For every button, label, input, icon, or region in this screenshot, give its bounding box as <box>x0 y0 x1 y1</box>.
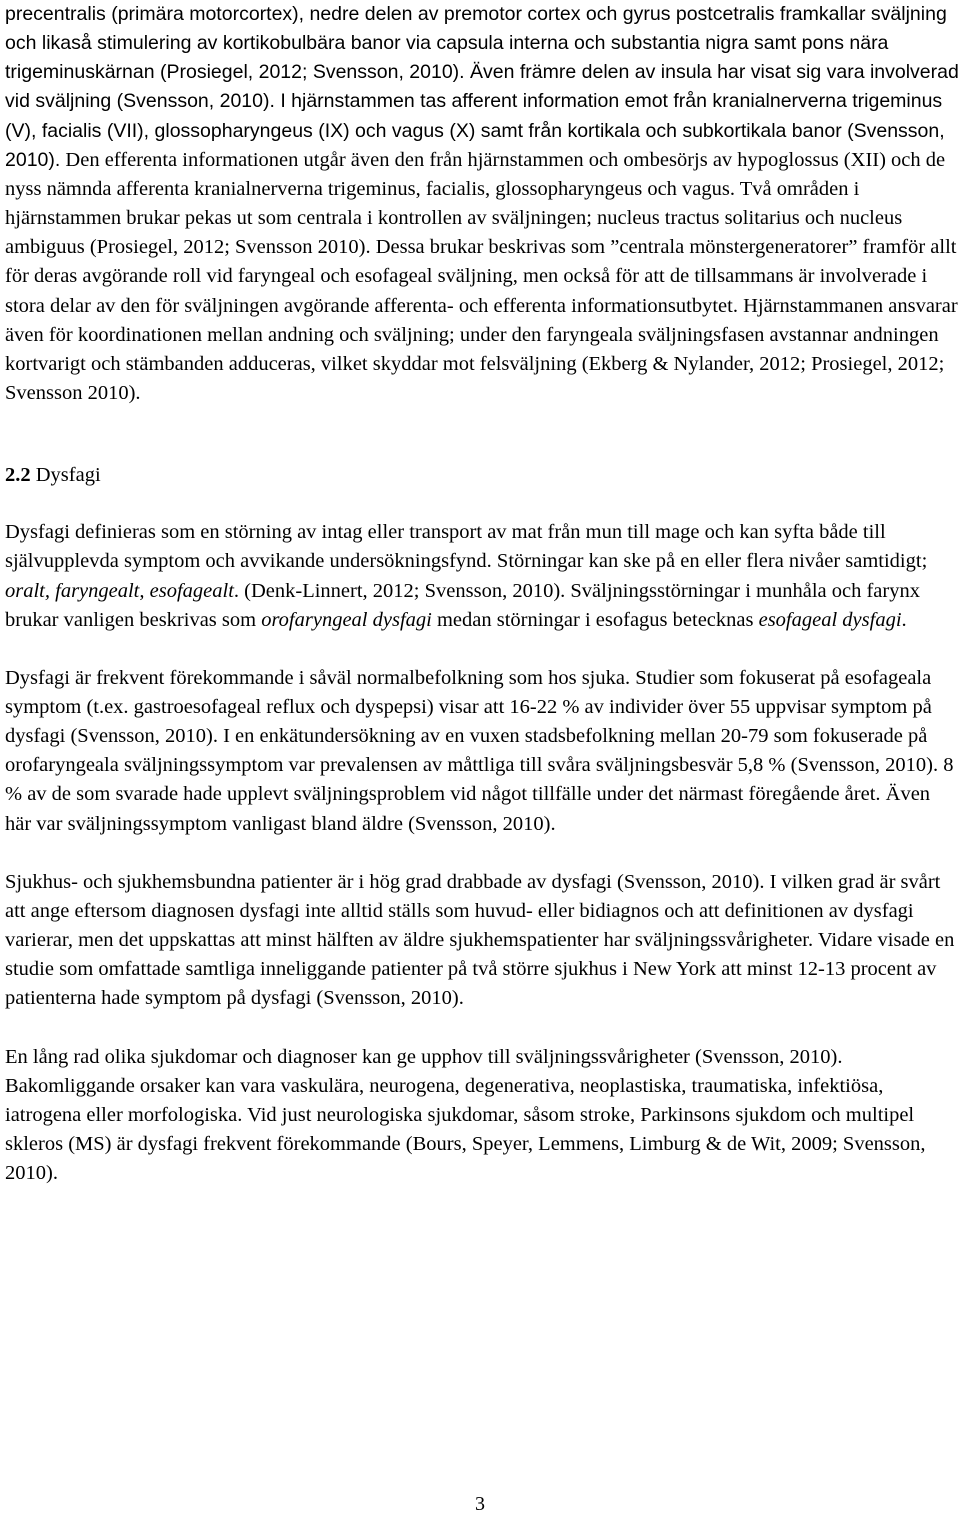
text-segment: Dysfagi är frekvent förekommande i såväl normalbefolkning som hos sjuka. Studier som fokuserat på esofageala symptom (t.ex. gastroesofageal reflux och dyspepsi) visar att 16-22 % av individer över 55 uppvisar symptom på dysfagi (Svensson, 2010). I en enkätundersökning av en vuxen stadsbefolkning mellan 20-79 som fokuserade på orofaryngeala sväljningssymptom var prevalensen av måttliga till svåra sväljningsbesvär 5,8 % (Svensson, 2010). 8 % av de som svarade hade upplevt sväljningsproblem vid något tillfälle under det närmast föregående året. Även här var sväljningssymptom vanligast bland äldre (Svensson, 2010). <box>5 666 954 835</box>
text-segment: Dysfagi definieras som en störning av intag eller transport av mat från mun till mage och kan syfta både till självupplevda symptom och avvikande undersökningsfynd. Störningar kan ske på en eller flera nivåer samtidigt; <box>5 521 928 573</box>
text-segment: . (Denk-Linnert, 2012; Svensson, 2010). Sväljningsstörningar i munhåla och farynx brukar vanligen beskrivas som <box>5 579 920 631</box>
text-segment: . <box>901 608 907 631</box>
document-page <box>5 0 960 1188</box>
paragraph-swallowing-neuroanatomy <box>5 0 960 408</box>
section-title: Dysfagi <box>35 464 101 487</box>
paragraph-hospital-patients <box>5 868 960 1014</box>
section-heading <box>5 461 960 490</box>
text-segment-brainstem: Den efferenta informationen utgår även den från hjärnstammen och ombesörjs av hypoglossus (XII) och de nyss nämnda afferenta kranialnerverna trigeminus, facialis, glossopharyngeus och vagus. Två områden i hjärnstammen brukar pekas ut som centrala i kontrollen av sväljningen; nucleus tractus solitarius och nucleus ambiguus (Prosiegel, 2012; Svensson 2010). Dessa brukar beskrivas som ”centrala mönstergeneratorer” framför allt för deras avgörande roll vid faryngeal och esofageal sväljning, men också för att de tillsammans är involverade i stora delar av den för sväljningen avgörande afferenta- och efferenta informationsutbytet. Hjärnstammanen ansvarar även för koordinationen mellan andning och sväljning; under den faryngeala sväljningsfasen avstannar andningen kortvarigt och stämbanden adduceras, vilket skyddar mot felsväljning (Ekberg & Nylander, 2012; Prosiegel, 2012; Svensson 2010). <box>5 148 958 405</box>
italic-term-orofaryngeal: orofaryngeal dysfagi <box>261 608 432 631</box>
italic-term-esofageal: esofageal dysfagi <box>758 608 902 631</box>
paragraph-causes <box>5 1043 960 1189</box>
page-number: 3 <box>475 1493 485 1515</box>
italic-term-levels: oralt, faryngealt, esofagealt <box>5 579 234 602</box>
paragraph-dysphagia-prevalence <box>5 664 960 839</box>
text-segment: Sjukhus- och sjukhemsbundna patienter är i hög grad drabbade av dysfagi (Svensson, 2010). I vilken grad är svårt att ange eftersom diagnosen dysfagi inte alltid ställs som huvud- eller bidiagnos och att definitionen av dysfagi varierar, men det uppskattas att minst hälften av äldre sjukhemspatienter har sväljningssvårigheter. Vidare visade en studie som omfattade samtliga inneliggande patienter på två större sjukhus i New York att minst 12-13 procent av patienterna hade symptom på dysfagi (Svensson, 2010). <box>5 870 955 1010</box>
text-segment-cortex: precentralis (primära motorcortex), nedre delen av premotor cortex och gyrus postcetralis framkallar sväljning och likaså stimulering av kortikobulbära banor via capsula interna och substantia nigra samt pons nära trigeminuskärnan (Prosiegel, 2012; Svensson, 2010). Även främre delen av insula har visat sig vara involverad vid sväljning (Svensson, 2010). I hjärnstammen tas afferent information emot från kranialnerverna trigeminus (V), facialis (VII), glossopharyngeus (IX) och vagus (X) samt från kortikala och subkortikala banor (Svensson, 2010). <box>5 3 959 171</box>
section-number: 2.2 <box>5 464 31 487</box>
text-segment: En lång rad olika sjukdomar och diagnoser kan ge upphov till sväljningssvårigheter (Svensson, 2010). Bakomliggande orsaker kan vara vaskulära, neurogena, degenerativa, neoplastiska, traumatiska, infektiösa, iatrogena eller morfologiska. Vid just neurologiska sjukdomar, såsom stroke, Parkinsons sjukdom och multipel skleros (MS) är dysfagi frekvent förekommande (Bours, Speyer, Lemmens, Limburg & de Wit, 2009; Svensson, 2010). <box>5 1045 926 1185</box>
paragraph-dysphagia-definition <box>5 518 960 635</box>
text-segment: medan störningar i esofagus betecknas <box>431 608 759 631</box>
